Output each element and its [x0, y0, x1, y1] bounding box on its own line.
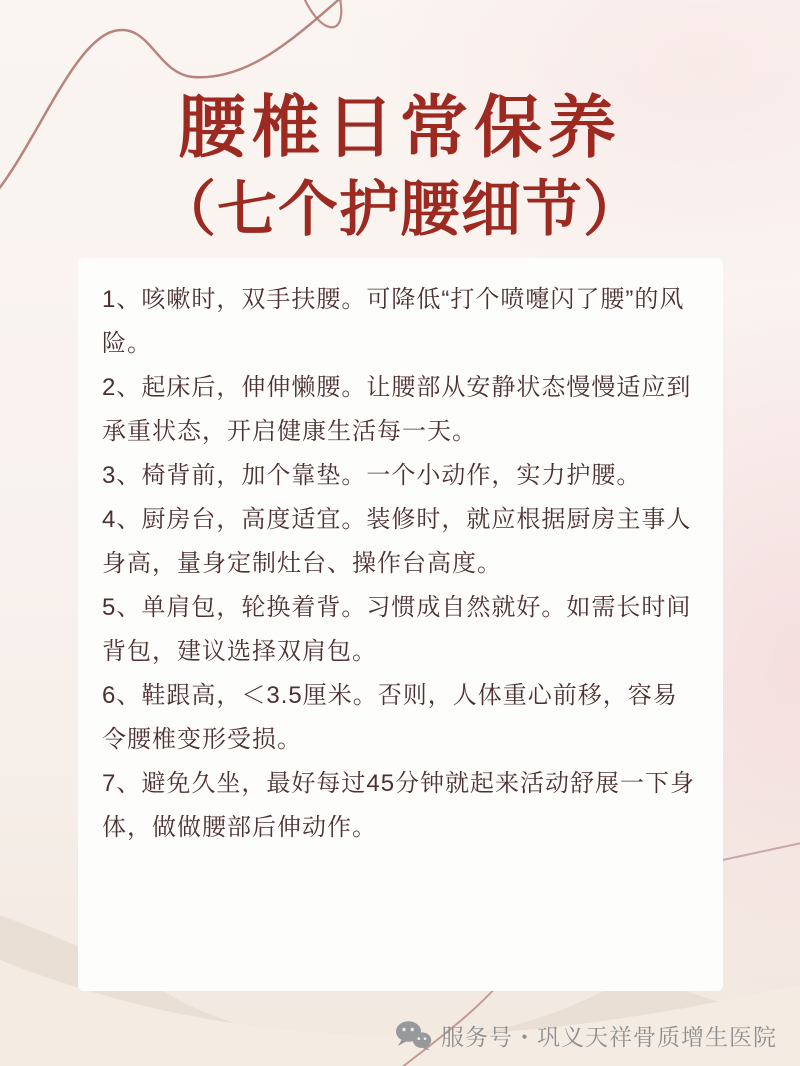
decor-right-line — [718, 842, 800, 861]
tip-item-7: 7、避免久坐，最好每过45分钟就起来活动舒展一下身体，做做腰部后伸动作。 — [102, 770, 696, 841]
tip-item-1: 1、咳嗽时，双手扶腰。可降低“打个喷嚏闪了腰”的风险。 — [102, 286, 685, 357]
tip-item-5: 5、单肩包，轮换着背。习惯成自然就好。如需长时间背包，建议选择双肩包。 — [102, 594, 692, 665]
tip-item-4: 4、厨房台，高度适宜。装修时，就应根据厨房主事人身高，量身定制灶台、操作台高度。 — [102, 506, 692, 577]
tip-item-6: 6、鞋跟高，＜3.5厘米。否则，人体重心前移，容易令腰椎变形受损。 — [102, 682, 678, 753]
footer — [395, 1019, 777, 1052]
poster-title — [0, 84, 800, 248]
tip-item-2: 2、起床后，伸伸懒腰。让腰部从安静状态慢慢适应到承重状态，开启健康生活每一天。 — [102, 374, 692, 445]
title-line-1: 腰椎日常保养 — [177, 90, 622, 166]
tips-card — [78, 258, 723, 991]
footer-text: 服务号・巩义天祥骨质增生医院 — [441, 1024, 777, 1050]
title-line-2: （七个护腰细节） — [156, 176, 644, 243]
wechat-icon — [395, 1020, 432, 1051]
tip-item-3: 3、椅背前，加个靠垫。一个小动作，实力护腰。 — [102, 462, 642, 489]
